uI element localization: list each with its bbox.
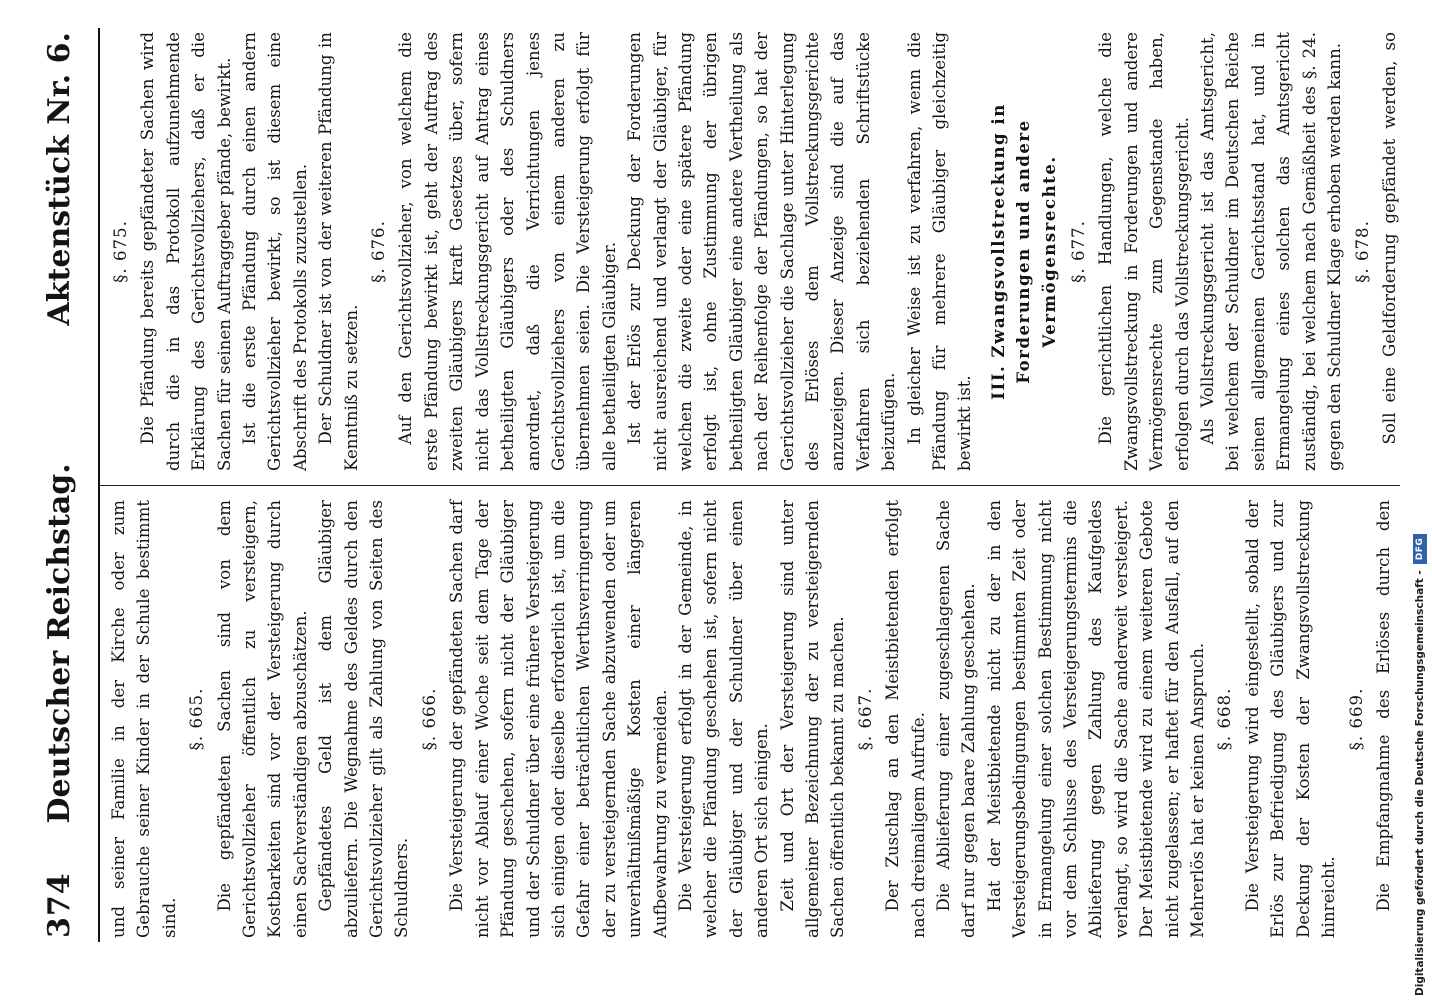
section-number: §. 667. — [855, 687, 875, 751]
left-column — [100, 485, 1400, 942]
text-columns — [100, 28, 1400, 942]
document-page — [34, 0, 1414, 1000]
paragraph: Soll eine Geldforderung gepfändet werden, so — [1379, 32, 1399, 445]
paragraph: Als Vollstreckungsgericht ist das Amtsgericht, bei welchem der Schuldner im Deutschen Reiche seinen allgemeinen Gerichtsstand hat, und in Ermangelung eines solchen das Amtsgericht zuständig, bei welchem nach Gemäßheit des §. 24. gegen den Schuldner Klage erhoben werden kann. — [1198, 32, 1345, 471]
document-number: Aktenstück Nr. 6. — [42, 32, 77, 326]
section-number: §. 668. — [1215, 687, 1235, 751]
paragraph-continuation: und seiner Familie in der Kirche oder zum Gebrauche seiner Kinder in der Schule bestimmt sind. — [109, 500, 179, 938]
page-title: Deutscher Reichstag. — [42, 463, 77, 824]
paragraph: Ist der Erlös zur Deckung der Forderungen nicht ausreichend und verlangt der Gläubiger, für welchen die zweite oder eine spätere Pfändung erfolgt ist, ohne Zustimmung der übrigen betheiligten Gläubiger eine andere Vertheilung als nach der Reihenfolge der Pfändungen, so hat der Gerichtsvollzieher die Sachlage unter Hinterlegung des Erlöses dem Vollstreckungsgerichte anzuzeigen. Dieser Anzeige sind die auf das Verfahren sich beziehenden Schriftstücke beizufügen. — [625, 32, 899, 471]
section-number: §. 676. — [369, 220, 389, 283]
section-number: §. 675. — [111, 220, 130, 283]
section-number: §. 678. — [1352, 220, 1372, 283]
paragraph: Die Versteigerung erfolgt in der Gemeinde, in welcher die Pfändung geschehen ist, sofern nicht der Gläubiger und der Schuldner über einen anderen Ort sich einigen. — [675, 500, 772, 938]
section-number: §. 666. — [419, 687, 439, 751]
digitization-note-row — [1411, 6, 1429, 996]
section-number: §. 665. — [187, 687, 207, 751]
paragraph: Die Pfändung bereits gepfändeter Sachen wird durch die in das Protokoll aufzunehmende Erklärung des Gerichtsvollziehers, daß er die Sachen für seinen Auftraggeber pfände, bewirkt. — [138, 32, 234, 471]
paragraph: Die Versteigerung wird eingestellt, sobald der Erlös zur Befriedigung des Gläubigers und zur Deckung der Kosten der Zwangsvollstreckung hinreicht. — [1242, 500, 1339, 938]
paragraph: Ist die erste Pfändung durch einen andern Gerichtsvollzieher bewirkt, so ist diesem eine Abschrift des Protokolls zuzustellen. — [240, 32, 310, 471]
paragraph: Die Ablieferung einer zugeschlagenen Sache darf nur gegen baare Zahlung geschehen. — [934, 500, 979, 938]
paragraph: Die Empfangnahme des Erlöses durch den — [1373, 500, 1393, 912]
chapter-heading: III. Zwangsvollstreckung in Forderungen und andere Vermögensrechte. — [987, 103, 1059, 400]
page-number: 374 — [42, 872, 77, 938]
right-column — [100, 28, 1400, 485]
paragraph: Die gepfändeten Sachen sind von dem Gerichtsvollzieher öffentlich zu versteigern, Kostbarkeiten sind vor der Versteigerung durch einen Sachverständigen abzuschätzen. — [214, 500, 310, 938]
paragraph: In gleicher Weise ist zu verfahren, wenn die Pfändung für mehrere Gläubiger gleichzeitig bewirkt ist. — [904, 32, 975, 471]
page-header — [42, 28, 100, 942]
section-number: §. 669. — [1346, 687, 1366, 751]
paragraph: Der Zuschlag an den Meistbietenden erfolgt nach dreimaligem Aufrufe. — [883, 500, 928, 938]
paragraph: Gepfändetes Geld ist dem Gläubiger abzuliefern. Die Wegnahme des Geldes durch den Gerichtsvollzieher gilt als Zahlung von Seiten des Schuldners. — [316, 500, 412, 938]
section-number: §. 677. — [1069, 220, 1089, 283]
paragraph: Zeit und Ort der Versteigerung sind unter allgemeiner Bezeichnung der zu versteigernden Sachen öffentlich bekannt zu machen. — [777, 500, 848, 938]
paragraph: Die Versteigerung der gepfändeten Sachen darf nicht vor Ablauf einer Woche seit dem Tage der Pfändung geschehen, sofern nicht der Gläubiger und der Schuldner über eine frühere Versteigerung sich einigen oder dieselbe erforderlich ist, um die Gefahr einer beträchtlichen Werthsverringerung der zu versteigernden Sache abzuwenden oder um unverhältnißmäßige Kosten einer längeren Aufbewahrung zu vermeiden. — [447, 500, 670, 938]
digitization-note: Digitalisierung gefördert durch die Deutsche Forschungsgemeinschaft - — [1414, 570, 1426, 996]
digitization-margin — [1411, 6, 1429, 996]
paragraph: Die gerichtlichen Handlungen, welche die Zwangsvollstreckung in Forderungen und andere Vermögensrechte zum Gegenstande haben, erfolgen durch das Vollstreckungsgericht. — [1096, 32, 1192, 471]
paragraph: Hat der Meistbietende nicht zu der in den Versteigerungsbedingungen bestimmten Zeit oder in Ermangelung einer solchen Bestimmung nicht vor dem Schlusse des Versteigerungstermins die Ablieferung gegen Zahlung des Kaufgeldes verlangt, so wird die Sache anderweit versteigert. Der Meistbietende wird zu einem weiteren Gebote nicht zugelassen; er haftet für den Ausfall, auf den Mehrerlös hat er keinen Anspruch. — [984, 500, 1208, 938]
dfg-logo: DFG — [1413, 534, 1427, 565]
paragraph: Der Schuldner ist von der weiteren Pfändung in Kenntniß zu setzen. — [316, 32, 361, 471]
paragraph: Auf den Gerichtsvollzieher, von welchem die erste Pfändung bewirkt ist, geht der Auftrag des zweiten Gläubigers kraft Gesetzes über, sofern nicht das Vollstreckungsgericht auf Antrag eines betheiligten Gläubigers oder des Schuldners anordnet, daß die Verrichtungen jenes Gerichtsvollziehers von einem anderen zu übernehmen seien. Die Versteigerung erfolgt für alle betheiligten Gläubiger. — [396, 32, 619, 471]
